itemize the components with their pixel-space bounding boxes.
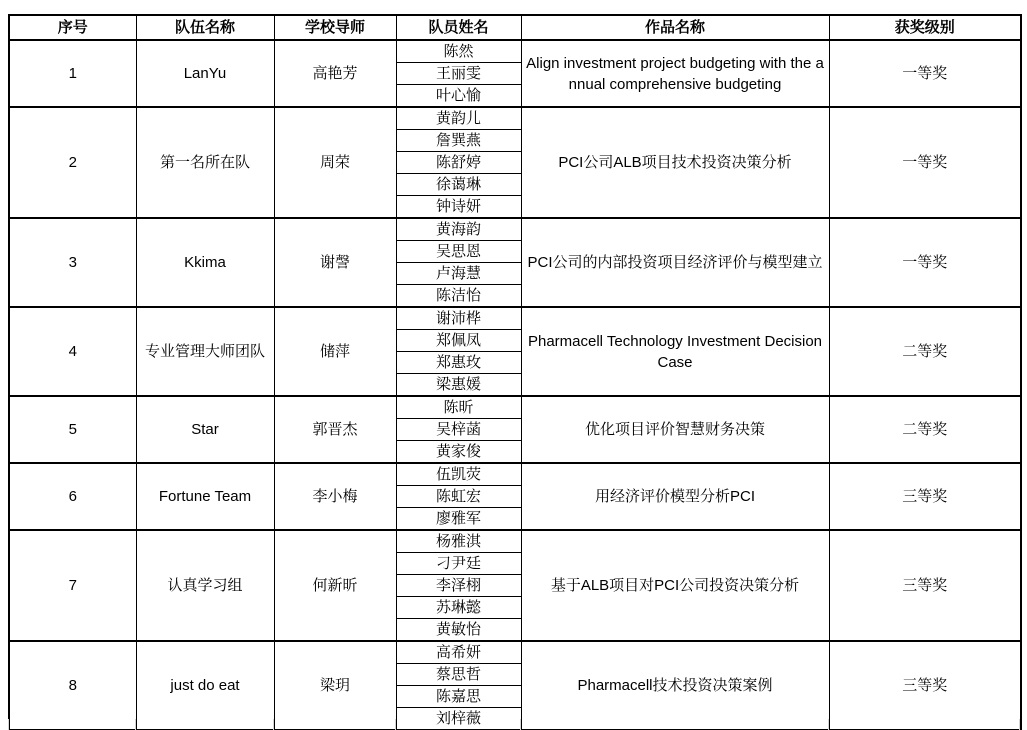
award-results-table (8, 14, 1022, 730)
header-work-title: 作品名称 (521, 15, 829, 40)
header-member-names: 队员姓名 (396, 15, 521, 40)
header-team-name: 队伍名称 (136, 15, 274, 40)
gridline-stub (520, 719, 521, 730)
cell-index: 8 (9, 641, 136, 730)
cell-school-mentor: 李小梅 (274, 463, 396, 530)
cell-member-name: 刁尹廷 (396, 553, 521, 575)
gridline-stub (828, 719, 829, 730)
gridline-stub (273, 719, 274, 730)
cell-work-title: Align investment project budgeting with the annual comprehensive budgeting (521, 40, 829, 107)
cell-award-level: 二等奖 (829, 307, 1021, 396)
cell-member-name: 黄韵儿 (396, 107, 521, 130)
header-award-level: 获奖级别 (829, 15, 1021, 40)
cell-member-name: 梁惠媛 (396, 374, 521, 397)
cell-member-name: 黄家俊 (396, 441, 521, 464)
cell-index: 4 (9, 307, 136, 396)
cell-member-name: 杨雅淇 (396, 530, 521, 553)
team-row (9, 40, 1021, 63)
cell-award-level: 三等奖 (829, 463, 1021, 530)
cell-member-name: 钟诗妍 (396, 196, 521, 219)
team-row (9, 641, 1021, 664)
header-school-mentor: 学校导师 (274, 15, 396, 40)
cell-team-name: 第一名所在队 (136, 107, 274, 218)
cell-index: 1 (9, 40, 136, 107)
cell-work-title: 基于ALB项目对PCI公司投资决策分析 (521, 530, 829, 641)
cell-award-level: 三等奖 (829, 641, 1021, 730)
cell-work-title: 优化项目评价智慧财务决策 (521, 396, 829, 463)
gridline-stub (1019, 719, 1020, 730)
cell-school-mentor: 周荣 (274, 107, 396, 218)
cell-team-name: LanYu (136, 40, 274, 107)
cell-award-level: 三等奖 (829, 530, 1021, 641)
team-row (9, 218, 1021, 241)
cell-member-name: 叶心愉 (396, 85, 521, 108)
gridline-stub (135, 719, 136, 730)
team-row (9, 107, 1021, 130)
cell-member-name: 高希妍 (396, 641, 521, 664)
cell-member-name: 蔡思哲 (396, 664, 521, 686)
cell-member-name: 谢沛桦 (396, 307, 521, 330)
cell-member-name: 郑佩凤 (396, 330, 521, 352)
cell-school-mentor: 郭晋杰 (274, 396, 396, 463)
cell-member-name: 廖雅军 (396, 508, 521, 531)
cell-member-name: 黄敏怡 (396, 619, 521, 642)
cell-school-mentor: 梁玥 (274, 641, 396, 730)
cell-work-title: Pharmacell Technology Investment Decision Case (521, 307, 829, 396)
cell-member-name: 李泽栩 (396, 575, 521, 597)
cell-work-title: Pharmacell技术投资决策案例 (521, 641, 829, 730)
cell-index: 6 (9, 463, 136, 530)
cell-team-name: Fortune Team (136, 463, 274, 530)
cell-work-title: 用经济评价模型分析PCI (521, 463, 829, 530)
cell-member-name: 陈舒婷 (396, 152, 521, 174)
cell-team-name: Star (136, 396, 274, 463)
header-index: 序号 (9, 15, 136, 40)
cell-member-name: 王丽雯 (396, 63, 521, 85)
cell-member-name: 陈昕 (396, 396, 521, 419)
cell-index: 2 (9, 107, 136, 218)
team-row (9, 396, 1021, 419)
cell-member-name: 陈然 (396, 40, 521, 63)
cell-school-mentor: 谢謦 (274, 218, 396, 307)
cell-award-level: 二等奖 (829, 396, 1021, 463)
cell-index: 5 (9, 396, 136, 463)
cell-work-title: PCI公司ALB项目技术投资决策分析 (521, 107, 829, 218)
cell-award-level: 一等奖 (829, 40, 1021, 107)
cell-member-name: 苏琳懿 (396, 597, 521, 619)
cell-member-name: 徐蔼琳 (396, 174, 521, 196)
gridline-stub (8, 719, 9, 730)
cell-team-name: 专业管理大师团队 (136, 307, 274, 396)
cell-member-name: 伍凯荧 (396, 463, 521, 486)
cell-member-name: 吴梓菡 (396, 419, 521, 441)
cell-member-name: 郑惠玫 (396, 352, 521, 374)
results-table-body (9, 40, 1021, 730)
cell-school-mentor: 高艳芳 (274, 40, 396, 107)
cell-member-name: 陈虹宏 (396, 486, 521, 508)
cell-school-mentor: 储萍 (274, 307, 396, 396)
cell-team-name: 认真学习组 (136, 530, 274, 641)
cell-member-name: 吴思恩 (396, 241, 521, 263)
gridline-stub (395, 719, 396, 730)
team-row (9, 463, 1021, 486)
cell-member-name: 卢海慧 (396, 263, 521, 285)
cell-index: 3 (9, 218, 136, 307)
cell-member-name: 陈嘉思 (396, 686, 521, 708)
cell-award-level: 一等奖 (829, 218, 1021, 307)
cell-school-mentor: 何新昕 (274, 530, 396, 641)
team-row (9, 530, 1021, 553)
cell-index: 7 (9, 530, 136, 641)
cell-award-level: 一等奖 (829, 107, 1021, 218)
cell-member-name: 黄海韵 (396, 218, 521, 241)
cell-member-name: 刘梓薇 (396, 708, 521, 730)
cell-member-name: 詹巽燕 (396, 130, 521, 152)
cell-member-name: 陈洁怡 (396, 285, 521, 308)
cell-team-name: just do eat (136, 641, 274, 730)
cell-work-title: PCI公司的内部投资项目经济评价与模型建立 (521, 218, 829, 307)
cell-team-name: Kkima (136, 218, 274, 307)
team-row (9, 307, 1021, 330)
table-header-row (9, 15, 1021, 40)
